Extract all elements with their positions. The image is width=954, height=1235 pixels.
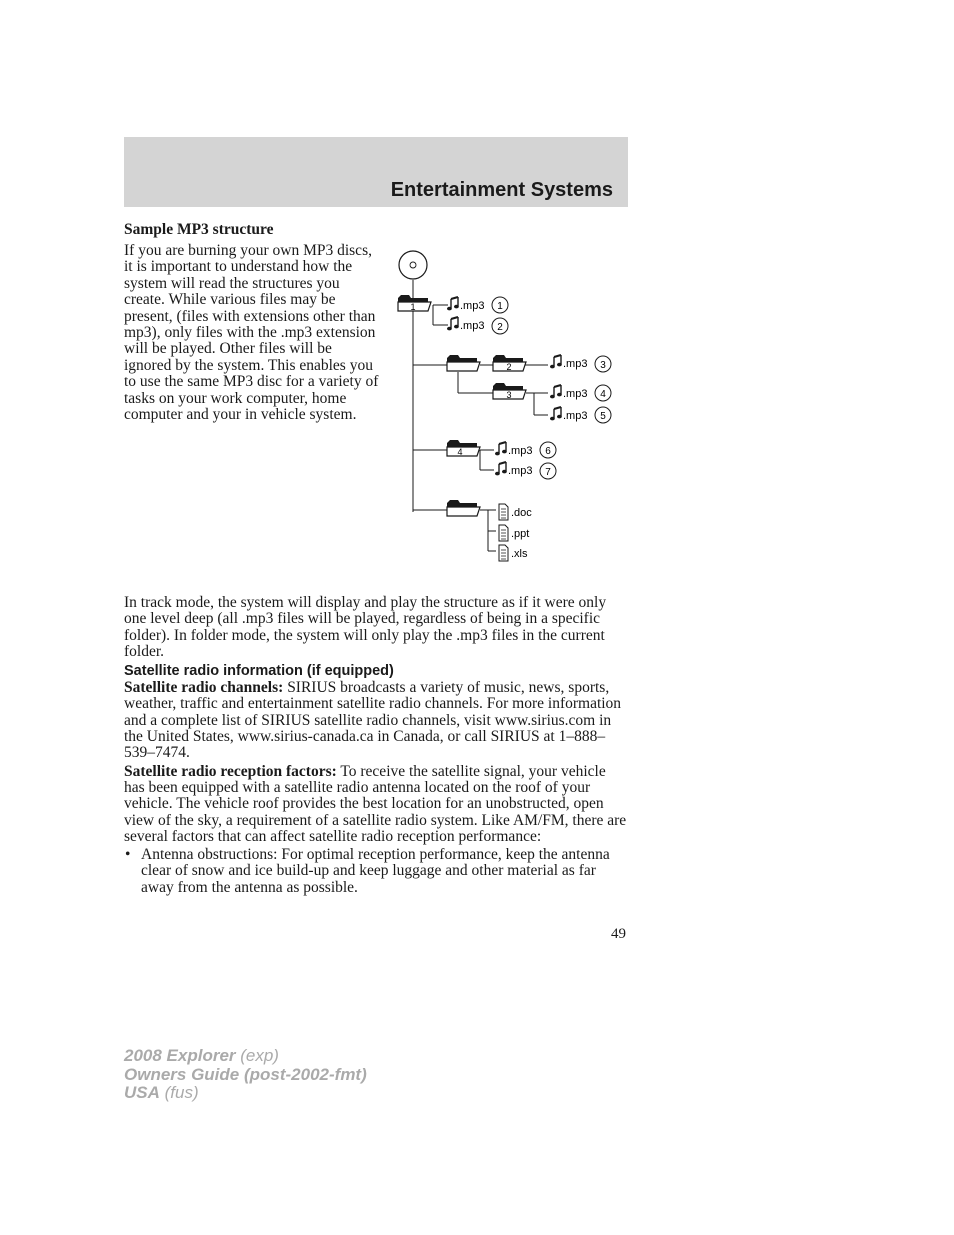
body-text (124, 595, 630, 896)
mp3-file (447, 317, 508, 334)
mp3-file (550, 355, 611, 372)
music-note-icon (447, 297, 459, 310)
mp3-structure-heading: Sample MP3 structure (124, 221, 274, 238)
folder-icon (493, 383, 526, 400)
track-number: 3 (600, 360, 606, 371)
channels-text: SIRIUS broadcasts a variety of music, news, sports, weather, traffic and entertainment satellite radio channels. For more information and a complete list of SIRIUS satellite radio channels, visit www.sirius.com in the United States, www.sirius-canada.ca in Canada, or call SIRIUS at 1–888–539–7474. (124, 679, 622, 762)
satellite-reception-paragraph (124, 764, 630, 845)
document-icon (499, 525, 508, 541)
satellite-heading: Satellite radio information (if equipped) (124, 663, 394, 680)
reception-label: Satellite radio reception factors: (124, 762, 337, 780)
file-extension: .mp3 (508, 465, 533, 477)
bullet-text: Antenna obstructions: For optimal reception performance, keep the antenna clear of snow and ice build-up and keep luggage and other material as far away from the antenna as possible. (141, 846, 610, 896)
folder-icon (447, 500, 480, 516)
file-extension: .xls (511, 548, 528, 560)
music-note-icon (550, 385, 562, 398)
track-mode-paragraph: In track mode, the system will display and play the structure as if it were only one level deep (all .mp3 files will be played, regardless of being in a specific folder). In folder mode, the system will only play the .mp3 files in the current folder. (124, 594, 607, 660)
mp3-intro-paragraph: If you are burning your own MP3 discs, it is important to understand how the system will read the structures you create. While various files may be present, (files with extensions other than mp3), only files with the .mp3 extension will be played. Other files will be ignored by the system. This enables you to use the same MP3 disc for a variety of tasks on your work computer, home computer and your in vehicle system. (124, 242, 379, 424)
footer (124, 1047, 367, 1103)
satellite-channels-paragraph (124, 680, 630, 761)
bullet-item (124, 847, 630, 896)
bullet-dot: • (125, 846, 131, 864)
file-extension: .doc (511, 507, 532, 519)
track-number: 7 (545, 467, 551, 478)
reception-text: To receive the satellite signal, your vehicle has been equipped with a satellite radio antenna located on the roof of your vehicle. The vehicle roof provides the best location for an unobstructed, open view of the sky, a requirement of a satellite radio system. Like AM/FM, there are several factors that can affect satellite radio reception performance: (124, 762, 627, 845)
footer-line-3 (124, 1084, 367, 1103)
music-note-icon (447, 317, 459, 330)
track-number: 1 (497, 301, 503, 312)
footer-model: 2008 Explorer (124, 1046, 236, 1065)
file-extension: .mp3 (563, 410, 588, 422)
mp3-file (447, 297, 508, 313)
disc-icon (399, 251, 427, 279)
music-note-icon (550, 407, 562, 420)
section-title: Entertainment Systems (390, 179, 613, 201)
folder-icon (447, 440, 480, 457)
track-number: 4 (600, 389, 606, 400)
footer-market: USA (124, 1083, 160, 1103)
mp3-structure-diagram (392, 245, 632, 570)
folder-label: 1 (410, 302, 416, 312)
music-note-icon (495, 442, 507, 455)
footer-line-2: Owners Guide (post-2002-fmt) (124, 1064, 367, 1084)
track-number: 6 (545, 446, 551, 457)
footer-model-code: (exp) (235, 1046, 279, 1065)
folder-label: 3 (506, 390, 512, 400)
music-note-icon (550, 355, 562, 368)
page-number: 49 (611, 926, 626, 942)
track-number: 5 (600, 411, 606, 422)
mp3-file (495, 442, 556, 458)
ppt-file (499, 525, 529, 541)
channels-label: Satellite radio channels: (124, 679, 284, 697)
document-icon (499, 504, 508, 520)
mp3-file (495, 462, 556, 479)
track-number: 2 (497, 322, 503, 333)
music-note-icon (495, 462, 507, 475)
mp3-file (550, 407, 611, 423)
file-extension: .mp3 (460, 320, 485, 332)
file-extension: .mp3 (460, 300, 485, 312)
folder-label: 2 (506, 362, 512, 372)
doc-file (499, 504, 532, 520)
mp3-file (550, 385, 611, 401)
document-icon (499, 545, 508, 561)
xls-file (499, 545, 528, 561)
folder-icon (398, 295, 431, 312)
file-extension: .ppt (511, 528, 530, 540)
folder-icon (493, 355, 526, 372)
file-extension: .mp3 (563, 388, 588, 400)
section-header-bar (124, 137, 628, 207)
footer-market-code: (fus) (159, 1083, 199, 1103)
footer-line-1 (124, 1047, 367, 1066)
folder-label: 4 (457, 447, 463, 457)
file-extension: .mp3 (508, 445, 533, 457)
folder-icon (447, 355, 480, 371)
file-extension: .mp3 (563, 358, 588, 370)
